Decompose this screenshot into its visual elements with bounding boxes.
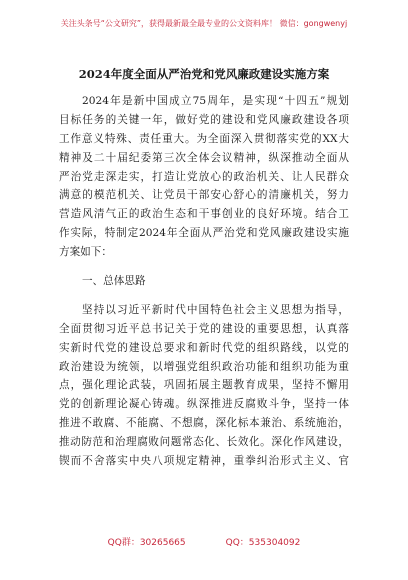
text-line: 推动防范和治理腐败问题常态化、长效化。深化作风建设， bbox=[59, 436, 349, 449]
text-line: 政治建设为统领，以增强党组织政治功能和组织功能为重 bbox=[59, 360, 349, 373]
document-title: 2024年度全面从严治党和党风廉政建设实施方案 bbox=[78, 67, 330, 81]
text-line: 锲而不舍落实中央八项规定精神，重拳纠治形式主义、官 bbox=[59, 455, 349, 468]
footer-contact bbox=[0, 535, 408, 548]
text-line: 方案如下： bbox=[59, 246, 112, 259]
paragraph-intro bbox=[59, 92, 349, 262]
text-line: 作实际，特制定2024年全面从严治党和党风廉政建设实施 bbox=[59, 227, 349, 240]
qq-group-number: QQ群：30265665 bbox=[107, 538, 186, 548]
paragraph-overall-approach bbox=[59, 301, 349, 471]
text-line: 推进不敢腐、不能腐、不想腐，深化标本兼治、系统施治， bbox=[59, 417, 349, 430]
text-line: 党的创新理论凝心铸魂。纵深推进反腐败斗争，坚持一体 bbox=[59, 398, 349, 411]
text-line: 全面贯彻习近平总书记关于党的建设的重要思想，认真落 bbox=[59, 322, 349, 335]
text-line: 实新时代党的建设总要求和新时代党的组织路线，以党的 bbox=[59, 341, 349, 354]
qq-number: QQ：535304092 bbox=[225, 538, 301, 548]
text-line: 满意的模范机关、让党员干部安心舒心的清廉机关，努力 bbox=[59, 189, 349, 202]
text-line: 严治党走深走实，打造让党放心的政治机关、让人民群众 bbox=[59, 170, 349, 183]
document-body bbox=[59, 92, 349, 471]
section-heading: 一、总体思路 bbox=[82, 275, 146, 288]
text-line: 坚持以习近平新时代中国特色社会主义思想为指导， bbox=[82, 303, 349, 316]
text-line: 工作意义特殊、责任重大。为全面深入贯彻落实党的XX大 bbox=[59, 132, 349, 145]
text-line: 点，强化理论武装，巩固拓展主题教育成果，坚持不懈用 bbox=[59, 379, 349, 392]
text-line: 精神及二十届纪委第三次全体会议精神，纵深推动全面从 bbox=[59, 151, 349, 164]
text-line: 营造风清气正的政治生态和干事创业的良好环境。结合工 bbox=[59, 208, 349, 221]
text-line: 目标任务的关键一年，做好党的建设和党风廉政建设各项 bbox=[59, 113, 349, 126]
header-banner: 关注头条号“公文研究”，获得最新最全最专业的公文资料库！ 微信：gongwenyj bbox=[60, 19, 348, 28]
text-line: 2024年是新中国成立75周年，是实现“十四五”规划 bbox=[82, 95, 349, 107]
